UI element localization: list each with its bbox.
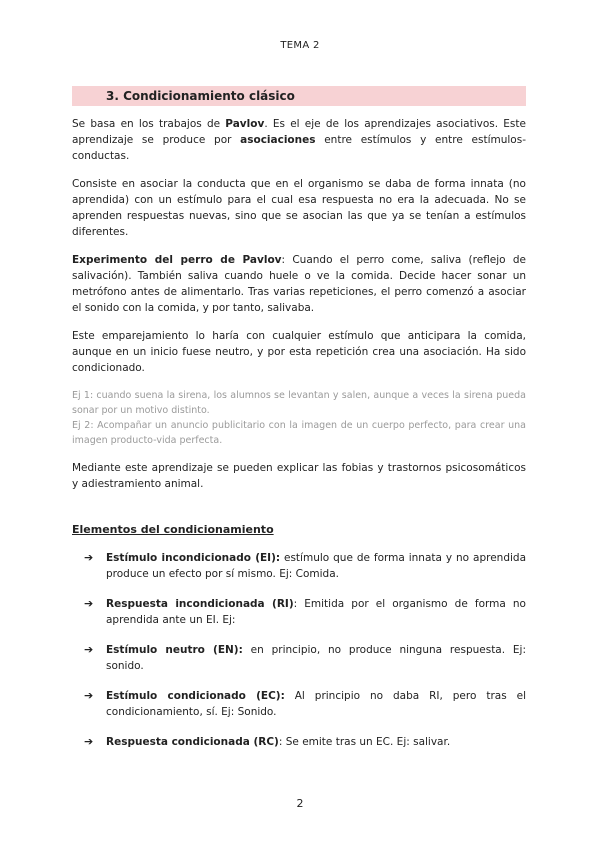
list-item-term: Respuesta condicionada (RC) [106,736,279,748]
definition-paragraph: Consiste en asociar la conducta que en el organismo se daba de forma innata (no aprendida) con un estímulo para el cual esa respuesta no era la adecuada. No se aprenden respuestas nuevas, sino que se asocian las que ya se tenían a estímulos diferentes. [72,178,526,238]
list-item-desc: Al principio no daba RI, pero tras el condicionamiento, sí. Ej: Sonido. [106,690,526,718]
text-run: : Cuando el perro come, saliva (reflejo de salivación). También saliva cuando huele o ve la comida. Decide hacer sonar un metrófono antes de alimentarlo. Tras varias repeticiones, el perro comenzó a asociar el sonido con la comida, y por tanto, salivaba. [72,254,526,314]
arrow-icon: ➔ [84,551,94,564]
page-number: 2 [296,797,304,810]
list-item-desc: estímulo que de forma innata y no aprendida produce un efecto por sí mismo. Ej: Comida. [106,552,527,580]
intro-paragraph [72,116,526,164]
list-item-desc: : Emitida por el organismo de forma no aprendida ante un EI. Ej: [106,598,526,626]
list-item-term: Estímulo incondicionado (EI): [106,552,281,564]
list-item-term: Respuesta incondicionada (RI) [106,598,294,610]
list-item [84,550,526,582]
section-title-band [72,86,526,106]
page-header: TEMA 2 [280,40,320,51]
applications-paragraph: Mediante este aprendizaje se pueden explicar las fobias y trastornos psicosomáticos y adiestramiento animal. [72,462,526,490]
arrow-icon: ➔ [84,735,94,748]
pairing-paragraph: Este emparejamiento lo haría con cualquier estímulo que anticipara la comida, aunque en un inicio fuese neutro, y por esta repetición crea una asociación. Ha sido condicionado. [72,330,526,374]
list-item-desc: : Se emite tras un EC. Ej: salivar. [278,736,451,748]
experiment-paragraph [72,252,526,316]
document-body [72,116,526,764]
list-item-term: Estímulo neutro (EN): [106,644,243,656]
section-title: 3. Condicionamiento clásico [106,89,295,103]
text-run: . Es el eje de los aprendizajes asociativos. Este aprendizaje se produce por [72,118,526,146]
bold-term: asociaciones [240,134,316,146]
arrow-icon: ➔ [84,689,94,702]
bold-term: Experimento del perro de Pavlov [72,254,282,266]
bold-term: Pavlov [225,118,265,130]
list-item-desc: en principio, no produce ninguna respuesta. Ej: sonido. [106,644,526,672]
example-1: Ej 1: cuando suena la sirena, los alumnos se levantan y salen, aunque a veces la sirena pueda sonar por un motivo distinto. [72,390,526,416]
text-run: entre estímulos y entre estímulos-conductas. [72,134,526,162]
list-item [84,596,526,628]
list-item [84,734,526,750]
arrow-icon: ➔ [84,597,94,610]
text-run: Se basa en los trabajos de [72,118,226,130]
list-item-term: Estímulo condicionado (EC): [106,690,285,702]
list-item [84,642,526,674]
example-2: Ej 2: Acompañar un anuncio publicitario con la imagen de un cuerpo perfecto, para crear una imagen producto-vida perfecta. [72,420,526,446]
elements-list [72,550,526,750]
arrow-icon: ➔ [84,643,94,656]
list-item [84,688,526,720]
elements-heading: Elementos del condicionamiento [72,523,274,536]
